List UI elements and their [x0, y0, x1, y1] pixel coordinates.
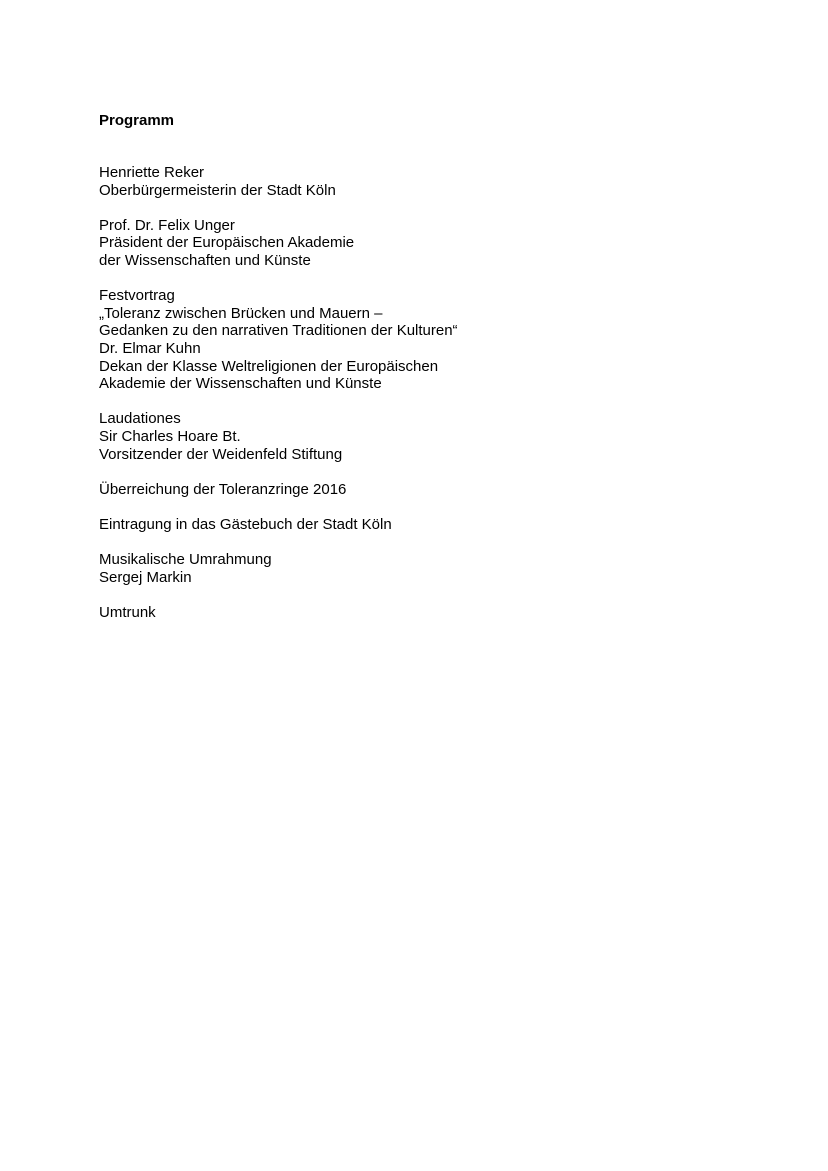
- page-title: Programm: [99, 112, 175, 129]
- program-item-ueberreichung: [99, 481, 779, 499]
- program-line: Prof. Dr. Felix Unger: [99, 216, 235, 234]
- program-line: Überreichung der Toleranzringe 2016: [99, 480, 347, 498]
- program-line: Präsident der Europäischen Akademie: [99, 234, 355, 252]
- program-line: Sir Charles Hoare Bt.: [99, 427, 241, 445]
- program-item-musik: [99, 551, 779, 586]
- program-line: Laudationes: [99, 410, 181, 428]
- program-line: Sergej Markin: [99, 568, 192, 586]
- program-item-laudationes: [99, 410, 779, 463]
- program-line: Eintragung in das Gästebuch der Stadt Köln: [99, 515, 392, 533]
- program-line: Dekan der Klasse Weltreligionen der Europäischen: [99, 357, 439, 375]
- program-line: Oberbürgermeisterin der Stadt Köln: [99, 181, 336, 199]
- program-line: Dr. Elmar Kuhn: [99, 339, 201, 357]
- program-content: [99, 112, 779, 639]
- program-item-gaestebuch: [99, 516, 779, 534]
- program-line: Akademie der Wissenschaften und Künste: [99, 375, 382, 393]
- program-line: Henriette Reker: [99, 164, 205, 181]
- program-item-festvortrag: [99, 287, 779, 393]
- program-line: „Toleranz zwischen Brücken und Mauern –: [99, 304, 383, 322]
- program-item-reker: [99, 164, 779, 199]
- program-line: Umtrunk: [99, 603, 156, 621]
- program-item-unger: [99, 217, 779, 270]
- program-line: Vorsitzender der Weidenfeld Stiftung: [99, 445, 343, 463]
- program-line: der Wissenschaften und Künste: [99, 251, 311, 269]
- program-line: Festvortrag: [99, 287, 175, 305]
- program-line: Gedanken zu den narrativen Traditionen der Kulturen“: [99, 322, 458, 340]
- program-item-umtrunk: [99, 604, 779, 622]
- program-list: [99, 164, 779, 621]
- program-line: Musikalische Umrahmung: [99, 551, 272, 569]
